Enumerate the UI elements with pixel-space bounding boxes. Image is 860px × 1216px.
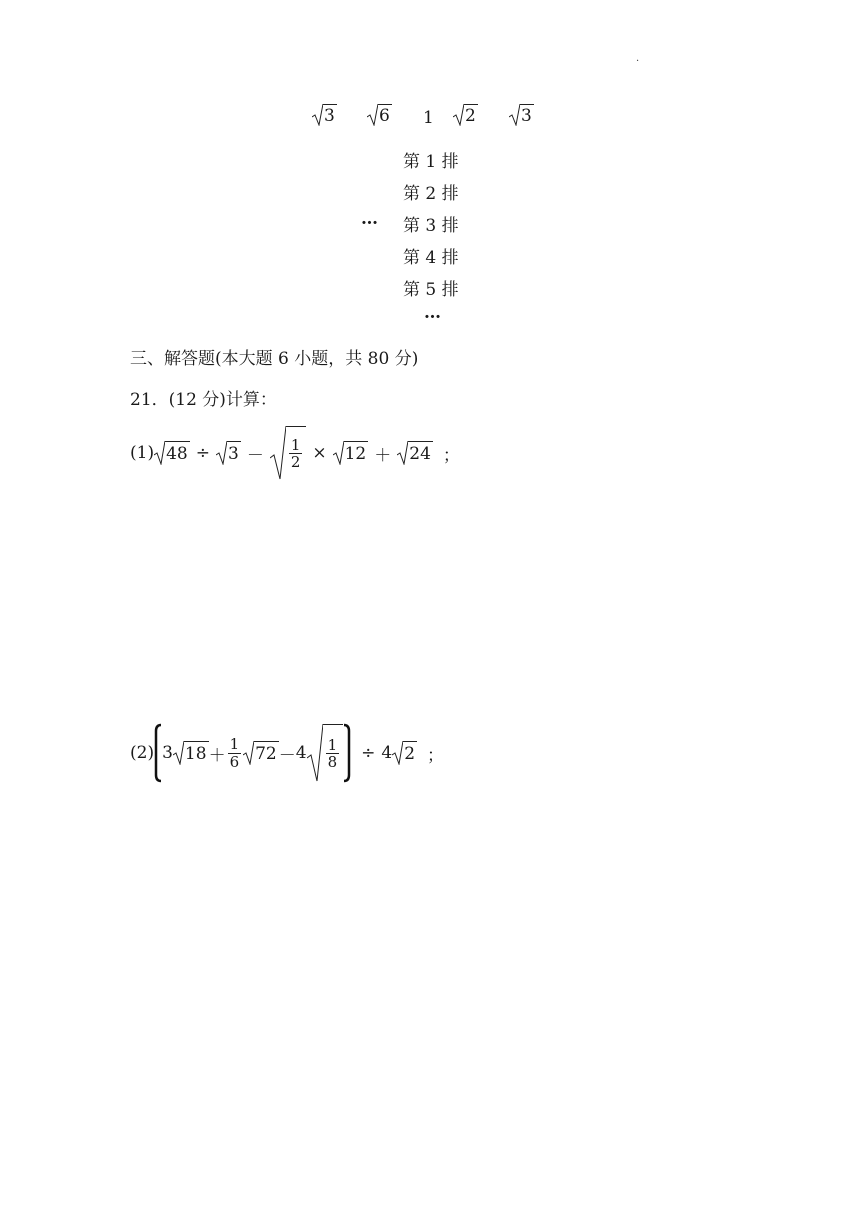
end-mark: ； bbox=[427, 745, 445, 766]
coefficient: 4 bbox=[381, 743, 393, 763]
coefficient: 4 bbox=[295, 743, 307, 763]
right-bracket bbox=[343, 723, 351, 783]
row-label-5: 第 5 排 bbox=[403, 280, 459, 300]
radical: 24 bbox=[397, 441, 433, 465]
top-number: 1 bbox=[423, 108, 434, 128]
minus-sign: － bbox=[278, 745, 296, 766]
fraction: $\frac{1}{6}$ bbox=[229, 735, 240, 771]
side-ellipsis: … bbox=[361, 209, 379, 229]
top-radical-1: 3 bbox=[312, 104, 337, 126]
end-mark: ； bbox=[442, 445, 460, 466]
top-radical-2: 6 bbox=[367, 104, 392, 126]
row-label-2: 第 2 排 bbox=[403, 184, 459, 204]
minus-sign: － bbox=[246, 445, 264, 466]
plus-sign: ＋ bbox=[374, 445, 392, 466]
radical: 48 bbox=[154, 441, 190, 465]
section-title: 三、解答题(本大题 6 小题，共 80 分) bbox=[130, 349, 419, 369]
part2-expression bbox=[130, 722, 444, 784]
times-sign: × bbox=[312, 443, 327, 463]
row-label-4: 第 4 排 bbox=[403, 248, 459, 268]
radical: 72 bbox=[243, 741, 279, 765]
row-label-3: 第 3 排 bbox=[403, 216, 459, 236]
coefficient: 3 bbox=[162, 743, 173, 763]
plus-sign: ＋ bbox=[208, 745, 226, 766]
radical: 2 bbox=[392, 741, 417, 765]
radical: 12 bbox=[333, 441, 369, 465]
left-bracket bbox=[154, 723, 162, 783]
top-radical-3: 2 bbox=[453, 104, 478, 126]
part2-label: (2) bbox=[130, 743, 155, 763]
fraction-radical: $\frac{1}{2}$ bbox=[270, 426, 307, 480]
question-number: 21．(12 分)计算： bbox=[130, 390, 277, 410]
part1-expression bbox=[130, 425, 460, 481]
fraction-radical: $\frac{1}{8}$ bbox=[307, 724, 344, 782]
bottom-ellipsis: … bbox=[424, 303, 442, 323]
radical: 3 bbox=[216, 441, 241, 465]
radical: 18 bbox=[173, 741, 209, 765]
divide-sign: ÷ bbox=[195, 443, 210, 463]
row-label-1: 第 1 排 bbox=[403, 152, 459, 172]
top-radical-4: 3 bbox=[509, 104, 534, 126]
part1-label: (1) bbox=[130, 443, 155, 463]
page-mark: · bbox=[636, 56, 640, 67]
divide-sign: ÷ bbox=[361, 743, 376, 763]
